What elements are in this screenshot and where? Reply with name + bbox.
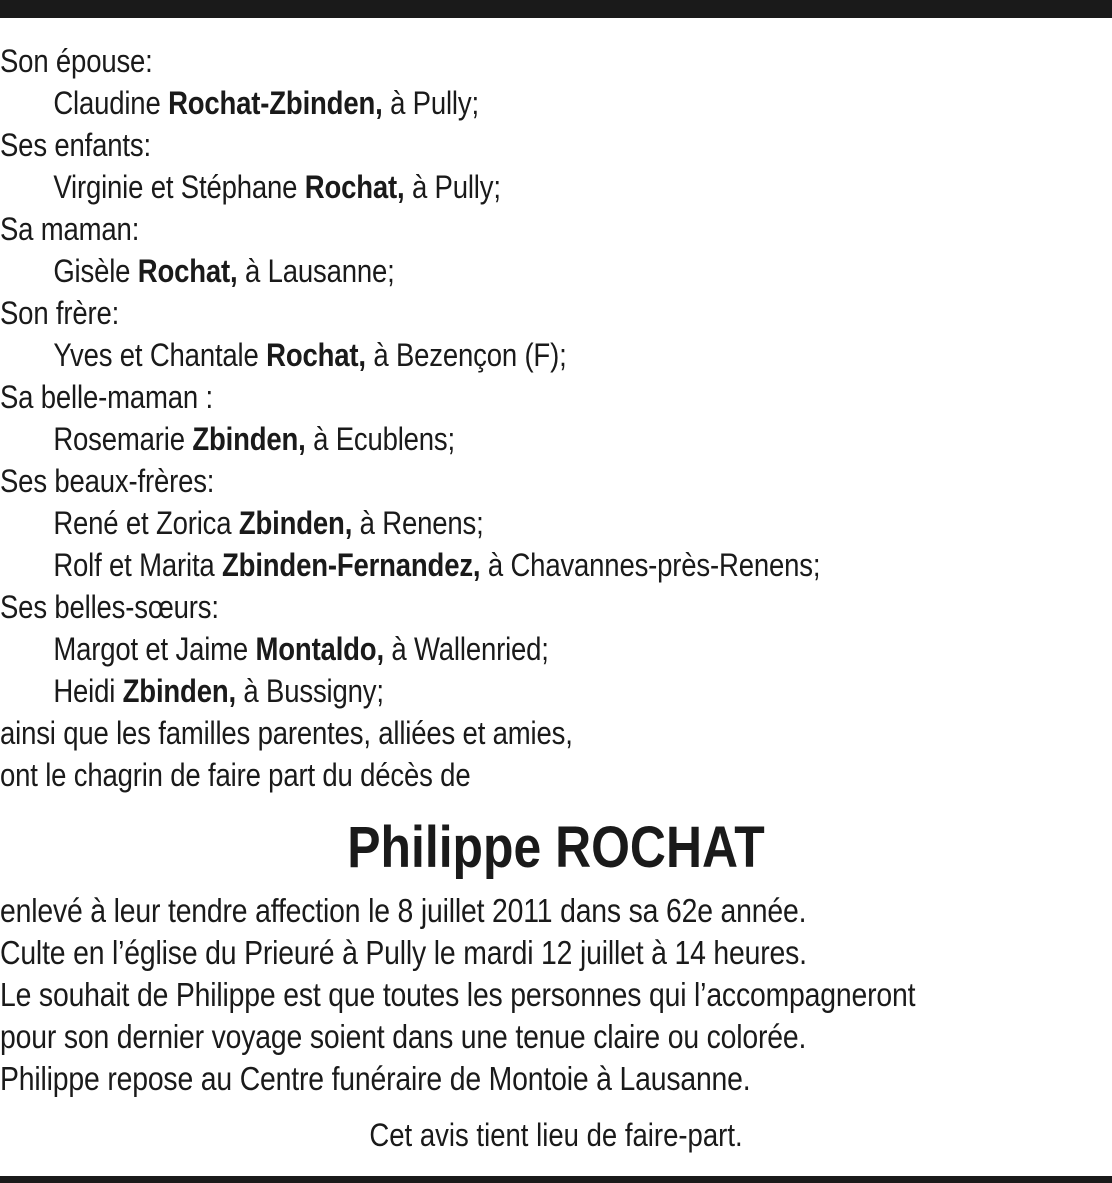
deceased-name: Philippe ROCHAT — [347, 815, 765, 880]
member-place: à Bussigny; — [243, 673, 384, 709]
member-given-name: Rosemarie — [53, 421, 185, 457]
relation-heading: Sa belle-maman : — [0, 379, 213, 415]
top-rule — [0, 0, 1112, 18]
obituary-notice — [0, 40, 1112, 1156]
family-member — [0, 670, 956, 712]
member-surname: Rochat, — [304, 169, 405, 205]
detail-line: enlevé à leur tendre affection le 8 juillet 2011 dans sa 62e année. — [0, 892, 807, 929]
member-surname: Montaldo, — [255, 631, 384, 667]
family-member — [0, 628, 956, 670]
detail-line: Philippe repose au Centre funéraire de Montoie à Lausanne. — [0, 1060, 751, 1097]
member-surname: Zbinden, — [122, 673, 236, 709]
member-place: à Renens; — [359, 505, 484, 541]
family-member — [0, 544, 956, 586]
member-place: à Chavannes-près-Renens; — [487, 547, 821, 583]
member-place: à Pully; — [411, 169, 501, 205]
member-place: à Ecublens; — [313, 421, 456, 457]
family-member — [0, 502, 956, 544]
intro-line: ont le chagrin de faire part du décès de — [0, 757, 471, 793]
details-section — [0, 890, 1112, 1100]
relation-heading: Ses belles-sœurs: — [0, 589, 219, 625]
member-place: à Bezençon (F); — [373, 337, 567, 373]
member-surname: Rochat, — [266, 337, 366, 373]
detail-line: Culte en l’église du Prieuré à Pully le mardi 12 juillet à 14 heures. — [0, 934, 807, 971]
member-given-name: Margot et Jaime — [53, 631, 249, 667]
member-place: à Wallenried; — [391, 631, 549, 667]
detail-line: Le souhait de Philippe est que toutes les personnes qui l’accompagneront — [0, 976, 916, 1013]
member-given-name: Virginie et Stéphane — [53, 169, 298, 205]
relation-heading: Sa maman: — [0, 211, 140, 247]
family-member — [0, 418, 956, 460]
bottom-rule — [0, 1176, 1112, 1183]
member-place: à Lausanne; — [244, 253, 395, 289]
member-surname: Zbinden-Fernandez, — [222, 547, 481, 583]
member-surname: Zbinden, — [238, 505, 353, 541]
family-member — [0, 250, 956, 292]
member-given-name: Claudine — [53, 85, 161, 121]
member-surname: Zbinden, — [192, 421, 306, 457]
member-given-name: Rolf et Marita — [53, 547, 215, 583]
family-section — [0, 40, 1112, 712]
relation-heading: Ses beaux-frères: — [0, 463, 215, 499]
member-given-name: Heidi — [53, 673, 116, 709]
family-member — [0, 166, 956, 208]
family-member — [0, 334, 956, 376]
member-given-name: Gisèle — [53, 253, 131, 289]
intro-line: ainsi que les familles parentes, alliées et amies, — [0, 715, 573, 751]
relation-heading: Son épouse: — [0, 43, 153, 79]
family-member — [0, 82, 956, 124]
member-surname: Rochat-Zbinden, — [168, 85, 383, 121]
member-given-name: Yves et Chantale — [53, 337, 259, 373]
relation-heading: Son frère: — [0, 295, 120, 331]
closing-note: Cet avis tient lieu de faire-part. — [369, 1117, 743, 1153]
member-given-name: René et Zorica — [53, 505, 232, 541]
detail-line: pour son dernier voyage soient dans une tenue claire ou colorée. — [0, 1018, 807, 1055]
member-place: à Pully; — [390, 85, 479, 121]
relation-heading: Ses enfants: — [0, 127, 151, 163]
member-surname: Rochat, — [137, 253, 238, 289]
